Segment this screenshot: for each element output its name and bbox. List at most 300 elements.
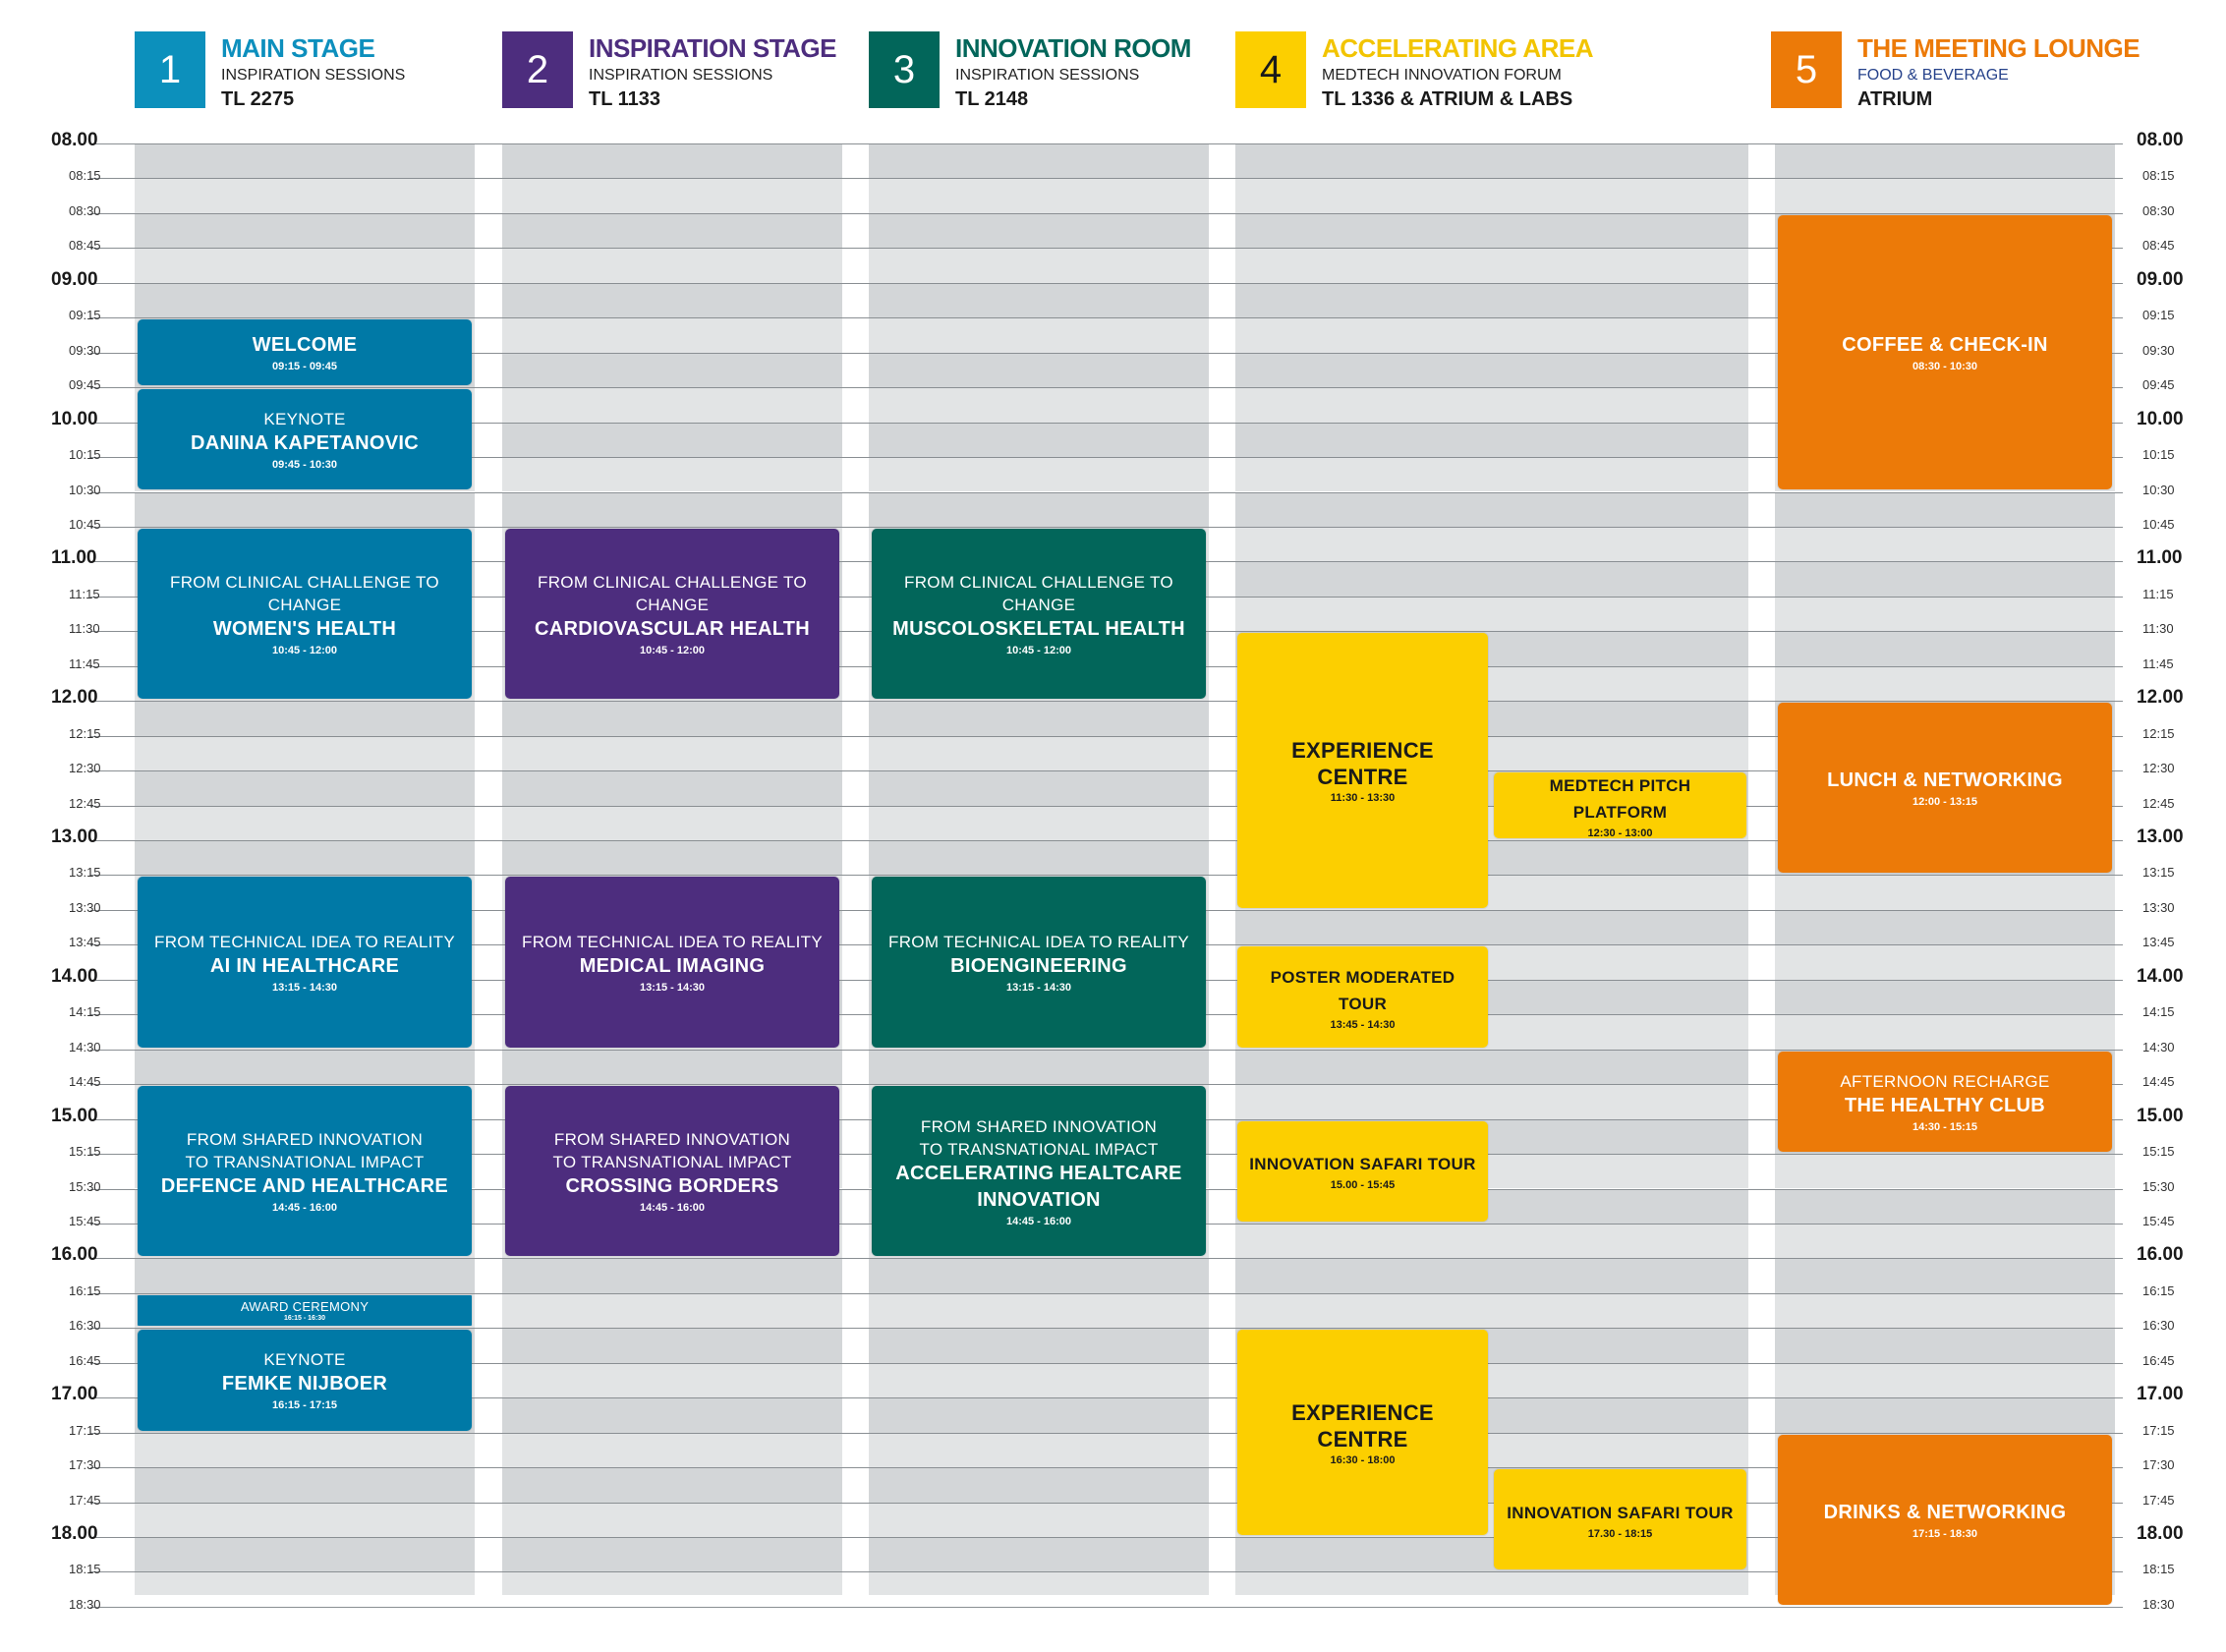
time-slot-band: [869, 1050, 1209, 1084]
time-label: 12:15: [2142, 725, 2175, 741]
time-slot-band: [1775, 143, 2115, 178]
event-time: 15.00 - 15:45: [1330, 1179, 1396, 1192]
time-label: 11:45: [2142, 655, 2174, 671]
time-label: 11:45: [69, 655, 100, 671]
time-label: 18:15: [69, 1562, 101, 1577]
stage-subtitle: INSPIRATION SESSIONS: [955, 67, 1140, 84]
stage-subtitle: MEDTECH INNOVATION FORUM: [1322, 67, 1562, 84]
time-slot-band: [502, 1363, 842, 1397]
time-label: 15:45: [69, 1213, 101, 1228]
event-title: LUNCH & NETWORKING: [1827, 769, 2063, 792]
time-slot-band: [502, 736, 842, 770]
time-slot-band: [1235, 1050, 1748, 1084]
event-time: 16:15 - 16:30: [283, 1315, 326, 1323]
time-label: 13:45: [2142, 935, 2175, 950]
time-label: 14.00: [2137, 965, 2184, 987]
event-title: EXPERIENCE CENTRE: [1291, 738, 1434, 790]
event-time: 12:00 - 13:15: [1912, 796, 1978, 809]
event-block[interactable]: [1237, 633, 1488, 908]
time-slot-band: [502, 1258, 842, 1292]
time-slot-band: [1775, 1363, 2115, 1397]
time-label: 15:30: [69, 1178, 101, 1194]
time-slot-band: [135, 178, 475, 212]
time-label: 18:15: [2142, 1562, 2175, 1577]
grid-line: [90, 1293, 2123, 1294]
time-label: 11:30: [2142, 621, 2174, 637]
time-label: 16:30: [2142, 1318, 2175, 1334]
time-slot-band: [1235, 423, 1748, 457]
event-category: FROM TECHNICAL IDEA TO REALITY: [154, 933, 455, 952]
schedule-column-inspiration-stage: [502, 143, 842, 1595]
time-slot-band: [869, 770, 1209, 805]
time-label: 08:15: [69, 168, 101, 184]
stage-number-badge: 3: [869, 31, 940, 108]
stage-room: TL 1133: [589, 88, 661, 110]
event-time: 13:15 - 14:30: [639, 982, 706, 995]
event-block[interactable]: [1778, 1052, 2112, 1152]
time-slot-band: [502, 248, 842, 282]
event-category: AFTERNOON RECHARGE: [1840, 1071, 2050, 1091]
time-label: 16:30: [69, 1318, 101, 1334]
time-label: 10.00: [51, 408, 98, 429]
event-title: CROSSING BORDERS: [565, 1175, 779, 1198]
time-slot-band: [869, 1503, 1209, 1537]
event-title: EXPERIENCE CENTRE: [1291, 1399, 1434, 1452]
grid-line: [90, 875, 2123, 876]
time-label: 17:30: [69, 1457, 101, 1473]
time-slot-band: [135, 213, 475, 248]
time-label: 18:30: [2142, 1596, 2175, 1612]
time-label: 15:45: [2142, 1213, 2175, 1228]
time-slot-band: [502, 1571, 842, 1595]
time-slot-band: [1235, 283, 1748, 317]
event-title: THE HEALTHY CLUB: [1844, 1094, 2046, 1116]
time-slot-band: [502, 213, 842, 248]
time-slot-band: [869, 492, 1209, 527]
event-block[interactable]: [872, 529, 1206, 699]
time-label: 08:30: [2142, 202, 2175, 218]
event-block[interactable]: [138, 877, 472, 1047]
time-label: 13.00: [2137, 826, 2184, 847]
event-block[interactable]: [138, 389, 472, 489]
grid-line: [90, 178, 2123, 179]
time-label: 18:30: [69, 1596, 101, 1612]
time-label: 12:30: [69, 761, 101, 776]
time-label: 13:30: [2142, 899, 2175, 915]
event-category: KEYNOTE: [263, 410, 346, 429]
time-slot-band: [869, 283, 1209, 317]
stage-number-badge: 4: [1235, 31, 1306, 108]
stage-subtitle: INSPIRATION SESSIONS: [589, 67, 773, 84]
time-slot-band: [502, 1433, 842, 1467]
event-title: MEDTECH PITCH PLATFORM: [1549, 775, 1691, 822]
stage-header-meeting-lounge: [1771, 31, 2164, 110]
time-slot-band: [1775, 1293, 2115, 1328]
time-slot-band: [502, 353, 842, 387]
time-label: 11.00: [2137, 547, 2183, 569]
time-slot-band: [1235, 248, 1748, 282]
time-slot-band: [869, 806, 1209, 840]
time-label: 08:30: [69, 202, 101, 218]
time-label: 14:30: [2142, 1039, 2175, 1054]
event-title: AI IN HEALTHCARE: [209, 955, 400, 978]
time-label: 10:45: [69, 516, 101, 532]
event-block[interactable]: [872, 877, 1206, 1047]
event-block[interactable]: [505, 1086, 839, 1256]
event-time: 11:30 - 13:30: [1330, 792, 1396, 805]
time-slot-band: [502, 1503, 842, 1537]
time-slot-band: [1235, 1293, 1748, 1328]
time-slot-band: [135, 1503, 475, 1537]
stage-title: INNOVATION ROOM: [955, 33, 1191, 63]
time-slot-band: [135, 770, 475, 805]
event-title: POSTER MODERATED TOUR: [1270, 967, 1455, 1013]
time-slot-band: [135, 1571, 475, 1595]
time-label: 13:15: [69, 865, 101, 881]
time-slot-band: [502, 283, 842, 317]
schedule-column-innovation-room: [869, 143, 1209, 1595]
time-slot-band: [1775, 597, 2115, 631]
time-slot-band: [502, 701, 842, 735]
time-label: 18.00: [51, 1523, 98, 1544]
time-label: 16.00: [2137, 1244, 2184, 1266]
time-label: 10:30: [69, 482, 101, 497]
time-slot-band: [502, 1293, 842, 1328]
event-block[interactable]: [138, 1086, 472, 1256]
event-block[interactable]: [872, 1086, 1206, 1256]
time-label: 11:15: [69, 586, 100, 601]
event-title: WELCOME: [252, 334, 358, 357]
time-label: 15.00: [51, 1105, 98, 1126]
time-slot-band: [869, 840, 1209, 875]
time-label: 12.00: [2137, 687, 2184, 709]
time-label: 09:15: [2142, 308, 2175, 323]
time-slot-band: [1235, 597, 1748, 631]
event-block[interactable]: [1778, 703, 2112, 873]
grid-line: [90, 1328, 2123, 1329]
event-title: MUSCOLOSKELETAL HEALTH: [892, 618, 1185, 641]
time-slot-band: [1775, 1258, 2115, 1292]
event-time: 16:15 - 17:15: [271, 1399, 338, 1412]
event-title: FEMKE NIJBOER: [221, 1373, 388, 1396]
time-slot-band: [135, 1537, 475, 1571]
time-label: 14.00: [51, 965, 98, 987]
time-slot-band: [135, 248, 475, 282]
time-label: 09:15: [69, 308, 101, 323]
grid-line: [90, 1258, 2123, 1259]
time-label: 10.00: [2137, 408, 2184, 429]
time-slot-band: [869, 1537, 1209, 1571]
time-label: 17:30: [2142, 1457, 2175, 1473]
stage-subtitle: INSPIRATION SESSIONS: [221, 67, 406, 84]
time-label: 15:15: [2142, 1144, 2175, 1160]
time-slot-band: [1235, 1258, 1748, 1292]
event-title: DANINA KAPETANOVIC: [190, 432, 420, 455]
event-time: 14:45 - 16:00: [639, 1202, 706, 1215]
event-time: 10:45 - 12:00: [271, 645, 338, 657]
time-slot-band: [502, 178, 842, 212]
time-label: 10:15: [69, 447, 101, 463]
event-time: 09:45 - 10:30: [271, 459, 338, 472]
time-label: 16.00: [51, 1244, 98, 1266]
event-block[interactable]: [1494, 772, 1746, 838]
event-time: 09:15 - 09:45: [271, 361, 338, 373]
time-slot-band: [135, 1050, 475, 1084]
time-slot-band: [1775, 1397, 2115, 1432]
time-slot-band: [1235, 492, 1748, 527]
event-category: FROM SHARED INNOVATION TO TRANSNATIONAL IMPACT: [919, 1116, 1159, 1159]
time-label: 10:15: [2142, 447, 2175, 463]
event-title: ACCELERATING HEALTCARE INNOVATION: [895, 1162, 1182, 1211]
event-block[interactable]: [1778, 1435, 2112, 1605]
time-slot-band: [869, 1433, 1209, 1467]
time-label: 14:45: [69, 1074, 101, 1090]
time-label: 11.00: [51, 547, 97, 569]
event-title: COFFEE & CHECK-IN: [1842, 334, 2048, 357]
time-slot-band: [1775, 910, 2115, 944]
event-block[interactable]: [138, 319, 472, 385]
time-label: 12:15: [69, 725, 101, 741]
event-block[interactable]: [138, 1295, 472, 1326]
time-slot-band: [502, 492, 842, 527]
event-title: DRINKS & NETWORKING: [1823, 1501, 2067, 1523]
grid-line: [90, 1050, 2123, 1051]
time-slot-band: [1235, 387, 1748, 422]
time-slot-band: [135, 283, 475, 317]
event-title: INNOVATION SAFARI TOUR: [1507, 1503, 1734, 1522]
time-label: 09:30: [69, 342, 101, 358]
event-category: FROM CLINICAL CHALLENGE TO CHANGE: [538, 573, 807, 615]
time-slot-band: [869, 248, 1209, 282]
time-label: 13:30: [69, 899, 101, 915]
time-label: 12.00: [51, 687, 98, 709]
time-slot-band: [1235, 353, 1748, 387]
time-label: 16:15: [69, 1282, 101, 1298]
event-time: 12:30 - 13:00: [1587, 826, 1653, 839]
event-time: 14:45 - 16:00: [271, 1202, 338, 1215]
stage-title: THE MEETING LOUNGE: [1857, 33, 2140, 63]
time-slot-band: [869, 1467, 1209, 1502]
event-category: FROM CLINICAL CHALLENGE TO CHANGE: [170, 573, 439, 615]
time-label: 17:45: [69, 1492, 101, 1508]
event-time: 08:30 - 10:30: [1912, 361, 1978, 373]
time-slot-band: [1235, 317, 1748, 352]
time-label: 12:45: [69, 795, 101, 811]
event-time: 10:45 - 12:00: [1005, 645, 1072, 657]
stage-room: TL 2275: [221, 88, 295, 110]
time-slot-band: [1775, 1224, 2115, 1258]
time-slot-band: [502, 806, 842, 840]
time-slot-band: [869, 423, 1209, 457]
time-slot-band: [1235, 457, 1748, 491]
time-label: 17:15: [69, 1422, 101, 1438]
time-slot-band: [502, 387, 842, 422]
time-label: 14:15: [69, 1004, 101, 1020]
time-label: 12:45: [2142, 795, 2175, 811]
time-slot-band: [1235, 143, 1748, 178]
event-title: MEDICAL IMAGING: [579, 955, 766, 978]
time-slot-band: [1235, 910, 1748, 944]
time-slot-band: [1775, 1328, 2115, 1362]
time-slot-band: [135, 1467, 475, 1502]
event-block[interactable]: [1237, 1121, 1488, 1222]
time-slot-band: [869, 457, 1209, 491]
stage-room: TL 2148: [955, 88, 1029, 110]
event-block[interactable]: [1494, 1469, 1746, 1569]
time-slot-band: [1775, 527, 2115, 561]
time-label: 16:45: [69, 1352, 101, 1368]
grid-line: [90, 213, 2123, 214]
event-block[interactable]: [505, 877, 839, 1047]
time-label: 11:15: [2142, 586, 2174, 601]
time-slot-band: [869, 736, 1209, 770]
time-label: 09:45: [69, 377, 101, 393]
event-block[interactable]: [138, 1330, 472, 1430]
time-slot-band: [1235, 561, 1748, 596]
event-category: FROM TECHNICAL IDEA TO REALITY: [888, 933, 1189, 952]
time-slot-band: [869, 317, 1209, 352]
time-label: 17:15: [2142, 1422, 2175, 1438]
event-title: INNOVATION SAFARI TOUR: [1249, 1155, 1476, 1174]
time-slot-band: [1235, 178, 1748, 212]
event-block[interactable]: [1237, 946, 1488, 1047]
time-slot-band: [1775, 1189, 2115, 1224]
event-block[interactable]: [1778, 215, 2112, 490]
time-label: 09:30: [2142, 342, 2175, 358]
time-slot-band: [1775, 944, 2115, 979]
time-label: 14:45: [2142, 1074, 2175, 1090]
time-slot-band: [1775, 875, 2115, 909]
time-slot-band: [1235, 213, 1748, 248]
time-label: 17.00: [51, 1384, 98, 1405]
time-label: 14:30: [69, 1039, 101, 1054]
event-time: 14:45 - 16:00: [1005, 1215, 1072, 1227]
time-slot-band: [502, 1050, 842, 1084]
time-slot-band: [1775, 1154, 2115, 1188]
time-slot-band: [502, 423, 842, 457]
time-slot-band: [502, 770, 842, 805]
time-label: 09.00: [51, 268, 98, 290]
time-label: 15:15: [69, 1144, 101, 1160]
time-slot-band: [869, 387, 1209, 422]
time-label: 15.00: [2137, 1105, 2184, 1126]
time-slot-band: [135, 1433, 475, 1467]
time-slot-band: [502, 457, 842, 491]
grid-line: [90, 701, 2123, 702]
grid-line: [90, 1607, 2123, 1608]
stage-title: MAIN STAGE: [221, 33, 375, 63]
time-slot-band: [869, 1363, 1209, 1397]
time-slot-band: [502, 1467, 842, 1502]
time-label: 13.00: [51, 826, 98, 847]
time-slot-band: [869, 1397, 1209, 1432]
time-slot-band: [1775, 980, 2115, 1014]
stage-header-inspiration-stage: [502, 31, 836, 110]
stage-title: INSPIRATION STAGE: [589, 33, 836, 63]
time-label: 16:15: [2142, 1282, 2175, 1298]
event-time: 13:45 - 14:30: [1330, 1018, 1396, 1031]
time-label: 13:45: [69, 935, 101, 950]
time-slot-band: [1775, 561, 2115, 596]
stage-number-badge: 2: [502, 31, 573, 108]
time-label: 12:30: [2142, 761, 2175, 776]
stage-header-innovation-room: [869, 31, 1203, 110]
grid-line: [90, 492, 2123, 493]
stage-header-accelerating-area: [1235, 31, 1648, 110]
stage-room: TL 1336 & ATRIUM & LABS: [1322, 88, 1573, 110]
stage-number-badge: 1: [135, 31, 205, 108]
time-slot-band: [502, 143, 842, 178]
time-label: 08.00: [51, 130, 98, 150]
time-label: 09:45: [2142, 377, 2175, 393]
time-label: 17.00: [2137, 1384, 2184, 1405]
time-label: 11:30: [69, 621, 100, 637]
time-label: 13:15: [2142, 865, 2175, 881]
time-slot-band: [869, 143, 1209, 178]
time-slot-band: [135, 1258, 475, 1292]
time-label: 16:45: [2142, 1352, 2175, 1368]
event-block[interactable]: [1237, 1330, 1488, 1535]
time-label: 18.00: [2137, 1523, 2184, 1544]
time-label: 17:45: [2142, 1492, 2175, 1508]
time-slot-band: [869, 178, 1209, 212]
time-slot-band: [869, 213, 1209, 248]
time-slot-band: [1775, 666, 2115, 701]
time-slot-band: [502, 1537, 842, 1571]
time-slot-band: [502, 1397, 842, 1432]
time-slot-band: [502, 317, 842, 352]
time-slot-band: [1235, 1571, 1748, 1595]
event-category: KEYNOTE: [263, 1350, 346, 1370]
time-label: 14:15: [2142, 1004, 2175, 1020]
time-slot-band: [869, 1293, 1209, 1328]
stage-number-badge: 5: [1771, 31, 1842, 108]
event-block[interactable]: [505, 529, 839, 699]
event-time: 13:15 - 14:30: [1005, 982, 1072, 995]
time-slot-band: [869, 353, 1209, 387]
stage-title: ACCELERATING AREA: [1322, 33, 1594, 63]
event-block[interactable]: [138, 529, 472, 699]
event-time: 17.30 - 18:15: [1587, 1527, 1653, 1540]
time-slot-band: [1775, 1014, 2115, 1049]
event-category: AWARD CEREMONY: [240, 1299, 370, 1315]
time-slot-band: [1775, 178, 2115, 212]
time-slot-band: [869, 1571, 1209, 1595]
time-slot-band: [1235, 527, 1748, 561]
event-time: 14:30 - 15:15: [1912, 1120, 1978, 1133]
time-slot-band: [869, 1258, 1209, 1292]
time-slot-band: [502, 1328, 842, 1362]
grid-line: [90, 527, 2123, 528]
event-category: FROM SHARED INNOVATION TO TRANSNATIONAL IMPACT: [552, 1130, 792, 1172]
time-slot-band: [1775, 492, 2115, 527]
time-slot-band: [1235, 1224, 1748, 1258]
event-time: 13:15 - 14:30: [271, 982, 338, 995]
grid-line: [90, 1433, 2123, 1434]
event-title: CARDIOVASCULAR HEALTH: [535, 618, 810, 641]
stage-subtitle: FOOD & BEVERAGE: [1857, 67, 2009, 84]
time-label: 15:30: [2142, 1178, 2175, 1194]
time-label: 08:15: [2142, 168, 2175, 184]
grid-line: [90, 143, 2123, 144]
event-title: BIOENGINEERING: [950, 955, 1127, 978]
event-title: DEFENCE AND HEALTHCARE: [160, 1175, 449, 1198]
time-slot-band: [135, 701, 475, 735]
stage-room: ATRIUM: [1857, 88, 1933, 110]
time-slot-band: [135, 492, 475, 527]
event-category: FROM SHARED INNOVATION TO TRANSNATIONAL IMPACT: [185, 1130, 425, 1172]
time-slot-band: [135, 143, 475, 178]
